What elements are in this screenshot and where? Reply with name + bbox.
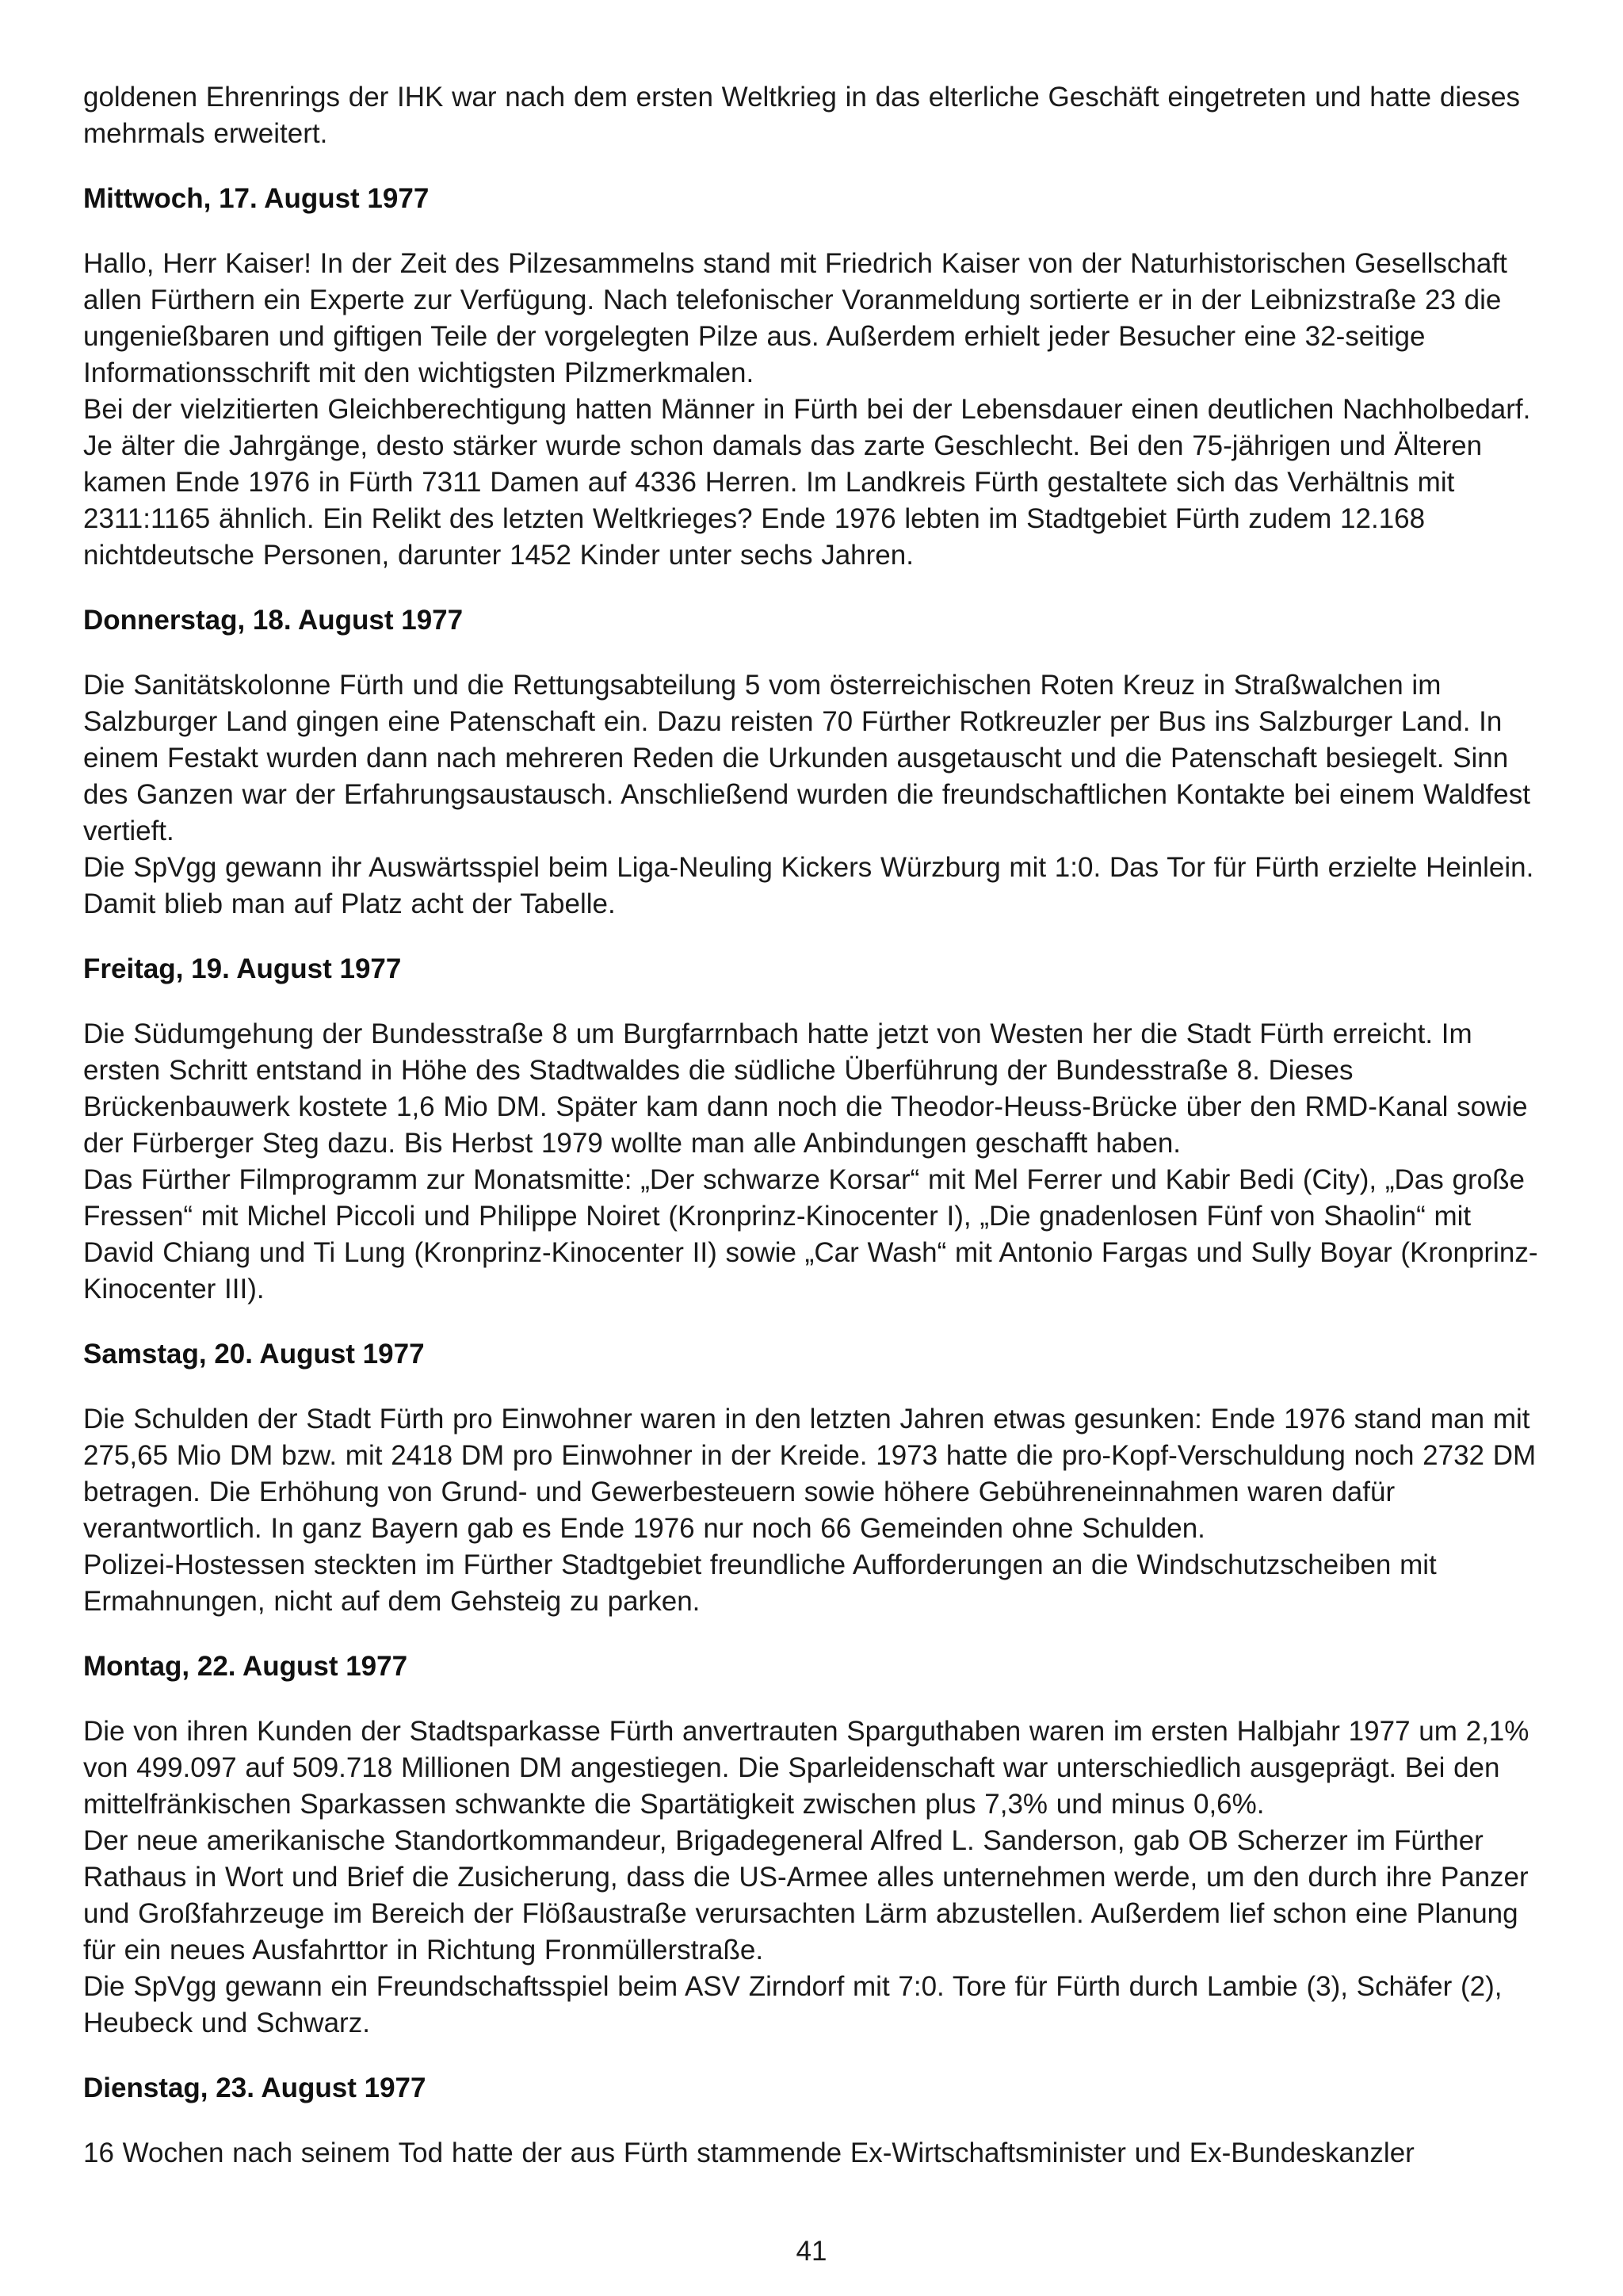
body-paragraph: Die von ihren Kunden der Stadtsparkasse Fürth anvertrauten Sparguthaben waren im ersten Halbjahr 1977 um 2,1% von 499.097 auf 509.718 Millionen DM angestiegen. Die Sparleidenschaft war unterschiedlich ausgeprägt. Bei den mittelfränkischen Sparkassen schwankte die Spartätigkeit zwischen plus 7,3% und minus 0,6%. bbox=[83, 1716, 1529, 1820]
chronicle-section bbox=[83, 1336, 1545, 1620]
body-paragraph: Der neue amerikanische Standortkommandeur, Brigadegeneral Alfred L. Sanderson, gab OB Scherzer im Fürther Rathaus in Wort und Brief die Zusicherung, dass die US-Armee alles unternehmen werde, um den durch ihre Panzer und Großfahrzeuge im Bereich der Flößaustraße verursachten Lärm abzustellen. Außerdem lief schon eine Planung für ein neues Ausfahrttor in Richtung Fronmüllerstraße. bbox=[83, 1825, 1529, 1966]
chronicle-section bbox=[83, 181, 1545, 574]
chronicle-section bbox=[83, 951, 1545, 1308]
page-content bbox=[83, 79, 1545, 2172]
body-paragraph: Die Südumgehung der Bundesstraße 8 um Burgfarrnbach hatte jetzt von Westen her die Stadt Fürth erreicht. Im ersten Schritt entstand in Höhe des Stadtwaldes die südliche Überführung der Bundesstraße 8. Dieses Brückenbauwerk kostete 1,6 Mio DM. Später kam dann noch die Theodor-Heuss-Brücke über den RMD-Kanal sowie der Fürberger Steg dazu. Bis Herbst 1979 wollte man alle Anbindungen geschafft haben. bbox=[83, 1018, 1528, 1159]
date-heading: Donnerstag, 18. August 1977 bbox=[83, 605, 464, 636]
date-heading: Samstag, 20. August 1977 bbox=[83, 1339, 425, 1370]
date-heading: Dienstag, 23. August 1977 bbox=[83, 2073, 426, 2103]
chronicle-section bbox=[83, 1648, 1545, 2042]
body-paragraph: Bei der vielzitierten Gleichberechtigung hatten Männer in Fürth bei der Lebensdauer einen deutlichen Nachholbedarf. Je älter die Jahrgänge, desto stärker wurde schon damals das zarte Geschlecht. Bei den 75-jährigen und Älteren kamen Ende 1976 in Fürth 7311 Damen auf 4336 Herren. Im Landkreis Fürth gestaltete sich das Verhältnis mit 2311:1165 ähnlich. Ein Relikt des letzten Weltkrieges? Ende 1976 lebten im Stadtgebiet Fürth zudem 12.168 nichtdeutsche Personen, darunter 1452 Kinder unter sechs Jahren. bbox=[83, 394, 1531, 571]
body-paragraph: Das Fürther Filmprogramm zur Monatsmitte: „Der schwarze Korsar“ mit Mel Ferrer und Kabir Bedi (City), „Das große Fressen“ mit Michel Piccoli und Philippe Noiret (Kronprinz-Kinocenter I), „Die gnadenlosen Fünf von Shaolin“ mit David Chiang und Ti Lung (Kronprinz-Kinocenter II) sowie „Car Wash“ mit Antonio Fargas und Sully Boyar (Kronprinz-Kinocenter III). bbox=[83, 1164, 1538, 1305]
body-paragraph: Die SpVgg gewann ein Freundschaftsspiel beim ASV Zirndorf mit 7:0. Tore für Fürth durch Lambie (3), Schäfer (2), Heubeck und Schwarz. bbox=[83, 1971, 1503, 2038]
body-paragraph: Hallo, Herr Kaiser! In der Zeit des Pilzesammelns stand mit Friedrich Kaiser von der Naturhistorischen Gesellschaft allen Fürthern ein Experte zur Verfügung. Nach telefonischer Voranmeldung sortierte er in der Leibnizstraße 23 die ungenießbaren und giftigen Teile der vorgelegten Pilze aus. Außerdem erhielt jeder Besucher eine 32-seitige Informationsschrift mit den wichtigsten Pilzmerkmalen. bbox=[83, 248, 1507, 388]
body-paragraph: 16 Wochen nach seinem Tod hatte der aus Fürth stammende Ex-Wirtschaftsminister und Ex-Bundeskanzler bbox=[83, 2137, 1415, 2168]
date-heading: Montag, 22. August 1977 bbox=[83, 1651, 408, 1682]
chronicle-section bbox=[83, 2070, 1545, 2172]
body-paragraph: Die SpVgg gewann ihr Auswärtsspiel beim Liga-Neuling Kickers Würzburg mit 1:0. Das Tor für Fürth erzielte Heinlein. Damit blieb man auf Platz acht der Tabelle. bbox=[83, 852, 1534, 919]
date-heading: Mittwoch, 17. August 1977 bbox=[83, 183, 430, 214]
page-footer bbox=[0, 2233, 1623, 2270]
body-paragraph: Die Sanitätskolonne Fürth und die Rettungsabteilung 5 vom österreichischen Roten Kreuz in Straßwalchen im Salzburger Land gingen eine Patenschaft ein. Dazu reisten 70 Fürther Rotkreuzler per Bus ins Salzburger Land. In einem Festakt wurden dann nach mehreren Reden die Urkunden ausgetauscht und die Patenschaft besiegelt. Sinn des Ganzen war der Erfahrungsaustausch. Anschließend wurden die freundschaftlichen Kontakte bei einem Waldfest vertieft. bbox=[83, 670, 1530, 846]
chronicle-section bbox=[83, 602, 1545, 923]
body-paragraph: Polizei-Hostessen steckten im Fürther Stadtgebiet freundliche Aufforderungen an die Windschutzscheiben mit Ermahnungen, nicht auf dem Gehsteig zu parken. bbox=[83, 1549, 1437, 1617]
body-paragraph: Die Schulden der Stadt Fürth pro Einwohner waren in den letzten Jahren etwas gesunken: Ende 1976 stand man mit 275,65 Mio DM bzw. mit 2418 DM pro Einwohner in der Kreide. 1973 hatte die pro-Kopf-Verschuldung noch 2732 DM betragen. Die Erhöhung von Grund- und Gewerbesteuern sowie höhere Gebühreneinnahmen waren dafür verantwortlich. In ganz Bayern gab es Ende 1976 nur noch 66 Gemeinden ohne Schulden. bbox=[83, 1404, 1537, 1544]
body-paragraph: goldenen Ehrenrings der IHK war nach dem ersten Weltkrieg in das elterliche Geschäft eingetreten und hatte dieses mehrmals erweitert. bbox=[83, 82, 1521, 149]
date-heading: Freitag, 19. August 1977 bbox=[83, 953, 402, 984]
page-number: 41 bbox=[796, 2236, 827, 2267]
chronicle-section bbox=[83, 79, 1545, 152]
